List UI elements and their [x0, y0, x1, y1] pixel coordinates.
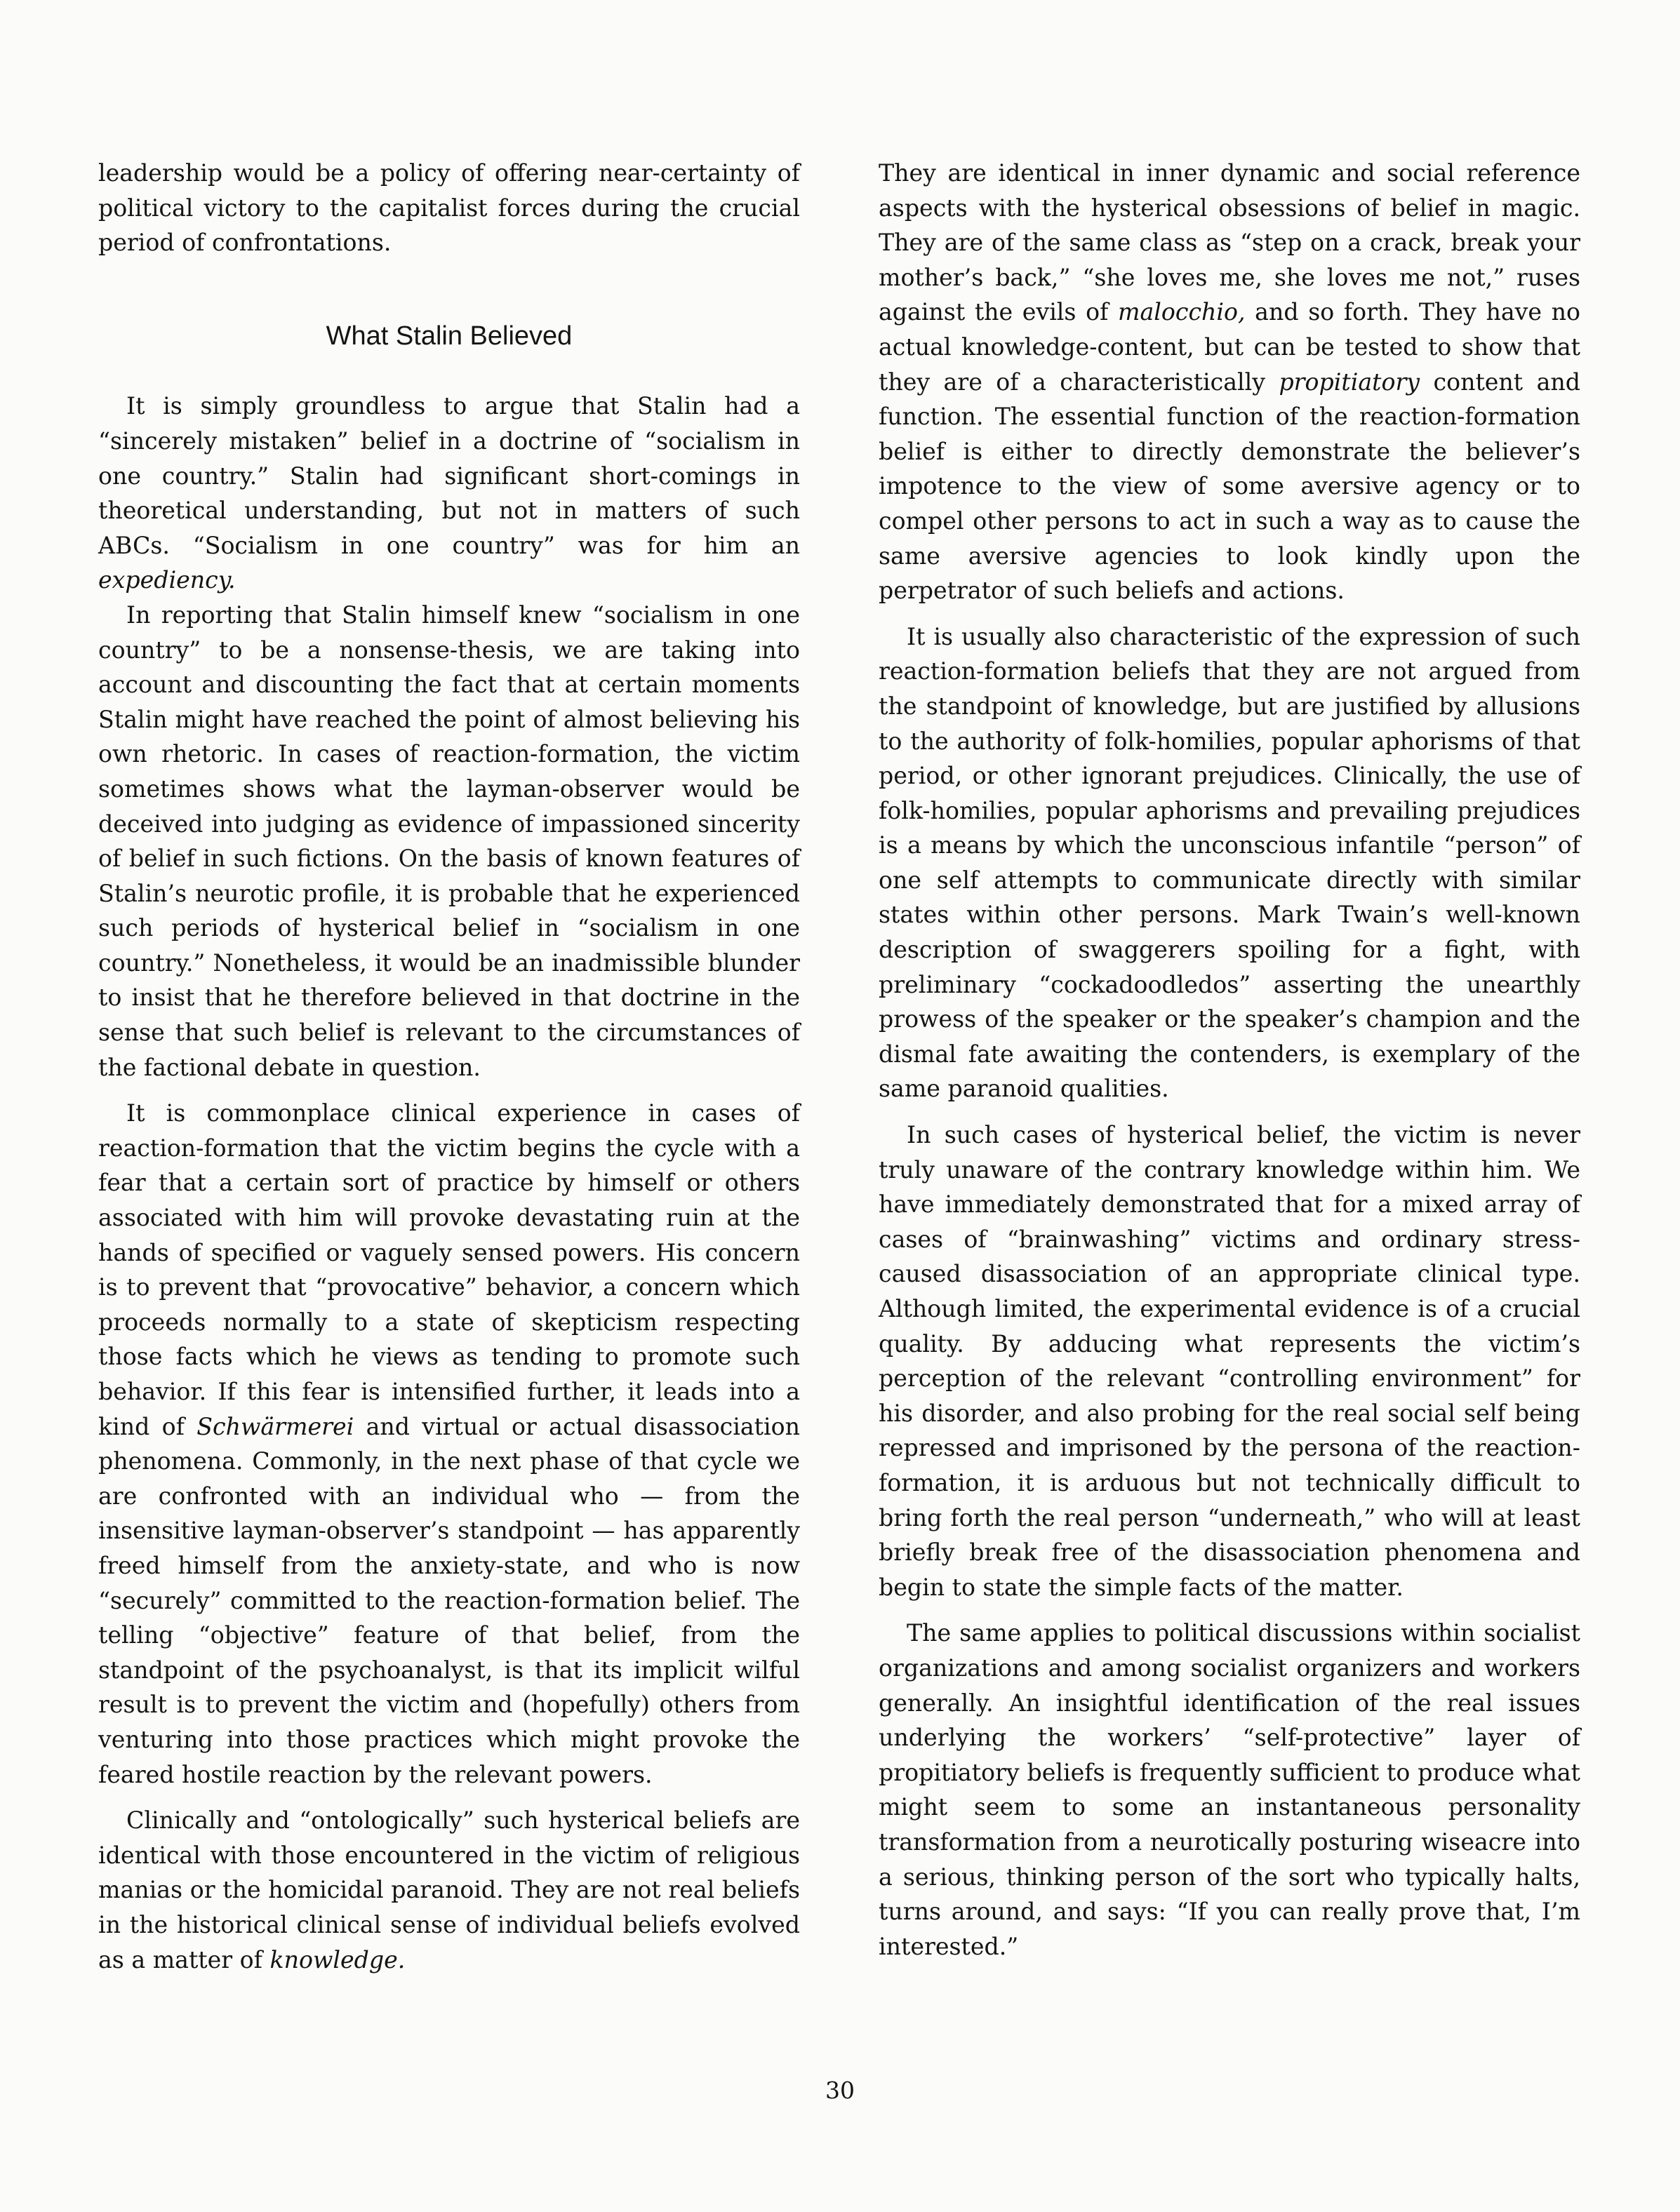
paragraph: Clinically and “ontologically” such hysterical beliefs are identical with those encountered in the victim of religious manias or the homicidal paranoid. They are not real beliefs in the historical clinical sense of individual beliefs evolved as a matter of knowledge.	[98, 1807, 800, 1973]
paragraph-continuation: They are identical in inner dynamic and social reference aspects with the hysterical obsessions of belief in magic. They are of the same class as “step on a crack, break your mother’s back,” “she loves me, she loves me not,” ruses against the evils of malocchio, and so forth. They have no actual knowledge-content, but can be tested to show that they are of a characteristically propitiatory content and function. The essential function of the reaction-formation belief is either to directly demonstrate the believer’s impotence to the view of some aversive agency or to compel other persons to act in such a way as to cause the same aversive agencies to look kindly upon the perpetrator of such beliefs and actions.	[879, 159, 1580, 605]
left-column	[98, 156, 800, 1977]
right-column	[879, 156, 1580, 1964]
section-heading: What Stalin Believed	[326, 321, 573, 351]
paragraph: It is simply groundless to argue that Stalin had a “sincerely mistaken” belief in a doctrine of “socialism in one country.” Stalin had significant short-comings in theoretical understanding, but not in matters of such ABCs. “Socialism in one country” was for him an expediency.	[98, 392, 800, 594]
paragraph: In reporting that Stalin himself knew “socialism in one country” to be a nonsense-thesis, we are taking into account and discounting the fact that at certain moments Stalin might have reached the point of almost believing his own rhetoric. In cases of reaction-formation, the victim sometimes shows what the layman-observer would be deceived into judging as evidence of impassioned sincerity of belief in such fictions. On the basis of known features of Stalin’s neurotic profile, it is probable that he experienced such periods of hysterical belief in “socialism in one country.” Nonetheless, it would be an inadmissible blunder to insist that he therefore believed in that doctrine in the sense that such belief is relevant to the circumstances of the factional debate in question.	[98, 601, 800, 1081]
page-number: 30	[825, 2077, 855, 2104]
paragraph: It is commonplace clinical experience in cases of reaction-formation that the victim begins the cycle with a fear that a certain sort of practice by himself or others associated with him will provoke devastating ruin at the hands of specified or vaguely sensed powers. His concern is to prevent that “provocative” behavior, a concern which proceeds normally to a state of skepticism respecting those facts which he views as tending to promote such behavior. If this fear is intensified further, it leads into a kind of Schwärmerei and virtual or actual disassociation phenomena. Commonly, in the next phase of that cycle we are confronted with an individual who — from the insensitive layman-observer’s standpoint — has apparently freed himself from the anxiety-state, and who is now “securely” committed to the reaction-formation belief. The telling “objective” feature of that belief, from the standpoint of the psychoanalyst, is that its implicit wilful result is to prevent the victim and (hopefully) others from venturing into those practices which might provoke the feared hostile reaction by the relevant powers.	[98, 1099, 800, 1788]
paragraph: It is usually also characteristic of the expression of such reaction-formation beliefs that they are not argued from the standpoint of knowledge, but are justified by allusions to the authority of folk-homilies, popular aphorisms of that period, or other ignorant prejudices. Clinically, the use of folk-homilies, popular aphorisms and prevailing prejudices is a means by which the unconscious infantile “person” of one self attempts to communicate directly with similar states within other persons. Mark Twain’s well-known description of swaggerers spoiling for a fight, with preliminary “cockadoodledos” asserting the unearthly prowess of the speaker or the speaker’s champion and the dismal fate awaiting the contenders, is exemplary of the same paranoid qualities.	[879, 622, 1580, 1103]
paragraph: The same applies to political discussions within socialist organizations and among socialist organizers and workers generally. An insightful identification of the real issues underlying the workers’ “self-protective” layer of propitiatory beliefs is frequently sufficient to produce what might seem to some an instantaneous personality transformation from a neurotically posturing wiseacre into a serious, thinking person of the sort who typically halts, turns around, and says: “If you can really prove that, I’m interested.”	[879, 1619, 1580, 1960]
paragraph: In such cases of hysterical belief, the victim is never truly unaware of the contrary knowledge within him. We have immediately demonstrated that for a mixed array of cases of “brainwashing” victims and ordinary stress-caused disassociation of an appropriate clinical type. Although limited, the experimental evidence is of a crucial quality. By adducing what represents the victim’s perception of the relevant “controlling environment” for his disorder, and also probing for the real social self being repressed and imprisoned by the persona of the reaction-formation, it is arduous but not technically difficult to bring forth the real person “underneath,” who will at least briefly break free of the disassociation phenomena and begin to state the simple facts of the matter.	[879, 1121, 1580, 1601]
paragraph-continuation: leadership would be a policy of offering near-certainty of political victory to the capitalist forces during the crucial period of confrontations.	[98, 159, 800, 257]
